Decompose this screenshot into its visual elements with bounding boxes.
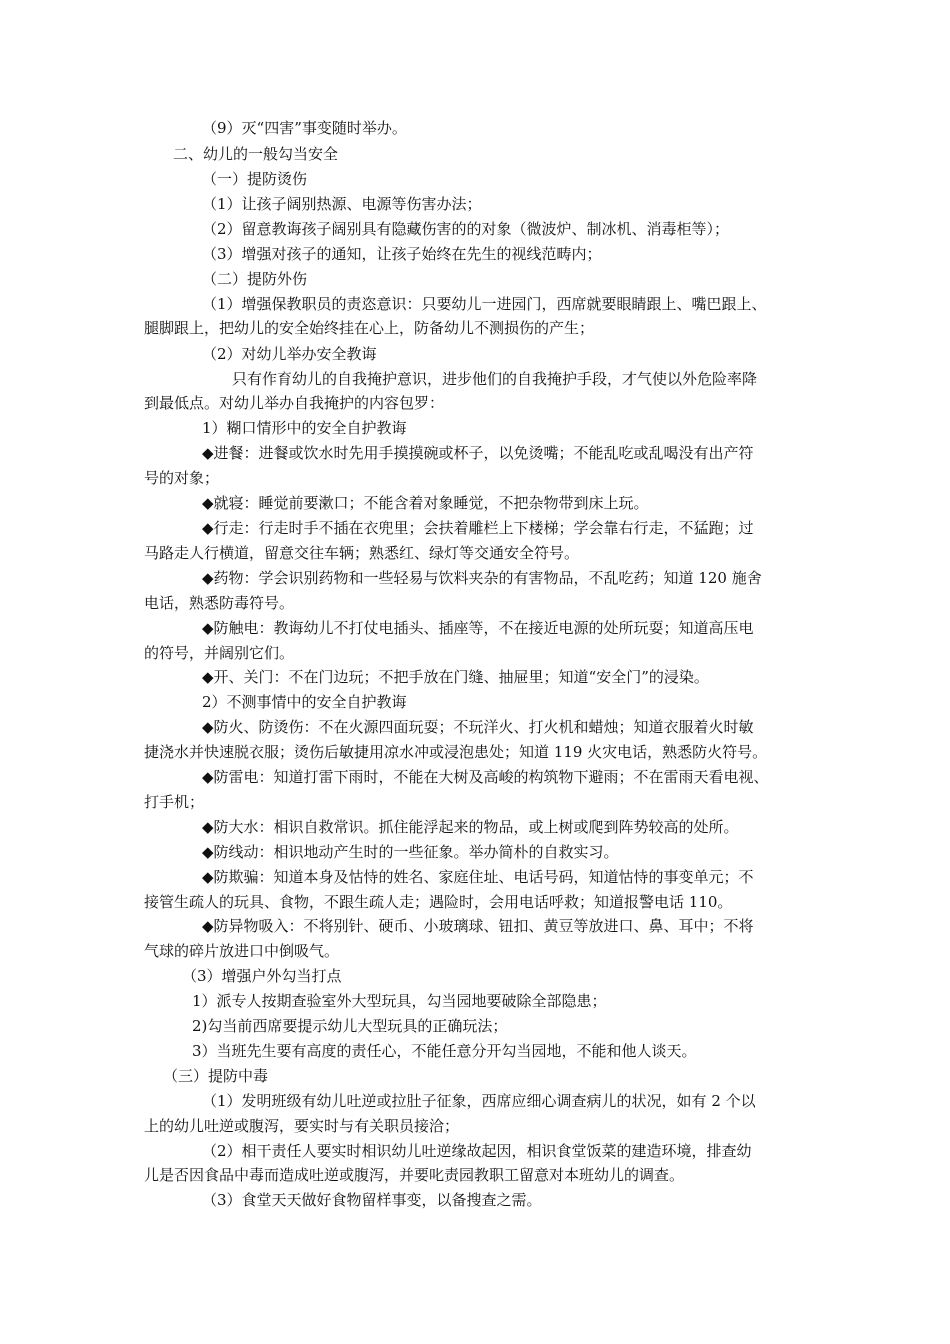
text-line: 2)勾当前西席要提示幼儿大型玩具的正确玩法； (192, 1017, 508, 1035)
text-line: （3）增强对孩子的通知，让孩子始终在先生的视线范畴内； (202, 245, 602, 263)
bullet-item: ◆行走：行走时手不插在衣兜里；会扶着雕栏上下楼梯；学会靠右行走，不猛跑；过 (202, 519, 754, 537)
bullet-item: ◆防线动：相识地动产生时的一些征象。举办简朴的自救实习。 (202, 843, 619, 861)
bullet-item: ◆就寝：睡觉前要漱口；不能含着对象睡觉，不把杂物带到床上玩。 (202, 494, 649, 512)
text-line: 接管生疏人的玩具、食物，不跟生疏人走；遇险时，会用电话呼救；知道报警电话 110。 (144, 893, 733, 911)
bullet-item: ◆进餐：进餐或饮水时先用手摸摸碗或杯子，以免烫嘴；不能乱吃或乱喝没有出产符 (202, 444, 754, 462)
bullet-item: ◆防触电：教诲幼儿不打仗电插头、插座等，不在接近电源的处所玩耍；知道高压电 (202, 619, 754, 637)
text-line: 腿脚跟上，把幼儿的安全始终挂在心上，防备幼儿不测损伤的产生； (144, 319, 595, 337)
text-line: 打手机； (144, 793, 205, 811)
text-line: （3）食堂天天做好食物留样事变，以备搜查之需。 (202, 1191, 542, 1209)
text-line: （1）发明班级有幼儿吐逆或拉肚子征象，西席应细心调查病儿的状况，如有 2 个以 (202, 1092, 756, 1110)
text-line: 2）不测事情中的安全自护教诲 (202, 693, 407, 711)
text-line: 1）糊口情形中的安全自护教诲 (202, 419, 407, 437)
text-line: 只有作育幼儿的自我掩护意识，进步他们的自我掩护手段，才气使以外危险率降 (232, 370, 758, 388)
text-line: 马路走人行横道，留意交往车辆；熟悉红、绿灯等交通安全符号。 (144, 544, 580, 562)
text-line: （1）增强保教职员的责恣意识：只要幼儿一进园门，西席就要眼睛跟上、嘴巴跟上、 (202, 295, 767, 313)
text-line: （2）对幼儿举办安全教诲 (202, 345, 377, 363)
text-line: 气球的碎片放进口中倒吸气。 (144, 942, 340, 960)
text-line: 1）派专人按期查验室外大型玩具，勾当园地要破除全部隐患； (192, 992, 607, 1010)
text-line: 到最低点。对幼儿举办自我掩护的内容包罗： (144, 394, 445, 412)
text-line: 的符号，并阔别它们。 (144, 644, 295, 662)
text-line: 儿是否因食品中毒而造成吐逆或腹泻，并要叱责园教职工留意对本班幼儿的调查。 (144, 1166, 685, 1184)
subsection-heading: （三）提防中毒 (163, 1067, 269, 1085)
text-line: （2）相干责任人要实时相识幼儿吐逆缘故起因，相识食堂饭菜的建造环境，排查幼 (202, 1142, 752, 1160)
bullet-item: ◆开、关门：不在门边玩；不把手放在门缝、抽屉里；知道“安全门”的浸染。 (202, 668, 709, 686)
bullet-item: ◆药物：学会识别药物和一些轻易与饮料夹杂的有害物品，不乱吃药；知道 120 施舍 (202, 569, 762, 587)
bullet-item: ◆防大水：相识自救常识。抓住能浮起来的物品，或上树或爬到阵势较高的处所。 (202, 818, 739, 836)
subsection-heading: （二）提防外伤 (202, 270, 308, 288)
text-line: （2）留意教诲孩子阔别具有隐藏伤害的的对象（微波炉、制冰机、消毒柜等）； (202, 220, 730, 238)
text-line: （1）让孩子阔别热源、电源等伤害办法； (202, 195, 482, 213)
section-heading: 二、幼儿的一般勾当安全 (173, 145, 339, 163)
text-line: 上的幼儿吐逆或腹泻，要实时与有关职员接洽； (144, 1117, 460, 1135)
bullet-item: ◆防雷电：知道打雷下雨时，不能在大树及高峻的构筑物下避雨；不在雷雨天看电视、 (202, 768, 769, 786)
text-line: 电话，熟悉防毒符号。 (144, 594, 295, 612)
text-line: 号的对象； (144, 469, 220, 487)
bullet-item: ◆防异物吸入：不将别针、硬币、小玻璃球、钮扣、黄豆等放进口、鼻、耳中；不将 (202, 917, 754, 935)
text-line: （9）灭“四害”事变随时举办。 (202, 119, 407, 137)
text-line: （3）增强户外勾当打点 (182, 967, 342, 985)
subsection-heading: （一）提防烫伤 (202, 170, 308, 188)
bullet-item: ◆防欺骗：知道本身及怙恃的姓名、家庭住址、电话号码，知道怙恃的事变单元；不 (202, 868, 754, 886)
bullet-item: ◆防火、防烫伤：不在火源四面玩耍；不玩洋火、打火机和蜡烛；知道衣服着火时敏 (202, 718, 754, 736)
text-line: 3）当班先生要有高度的责任心，不能任意分开勾当园地，不能和他人谈天。 (192, 1042, 697, 1060)
text-line: 捷浇水并快速脱衣服；烫伤后敏捷用凉水冲或浸泡患处；知道 119 火灾电话，熟悉防火符号。 (144, 743, 768, 761)
